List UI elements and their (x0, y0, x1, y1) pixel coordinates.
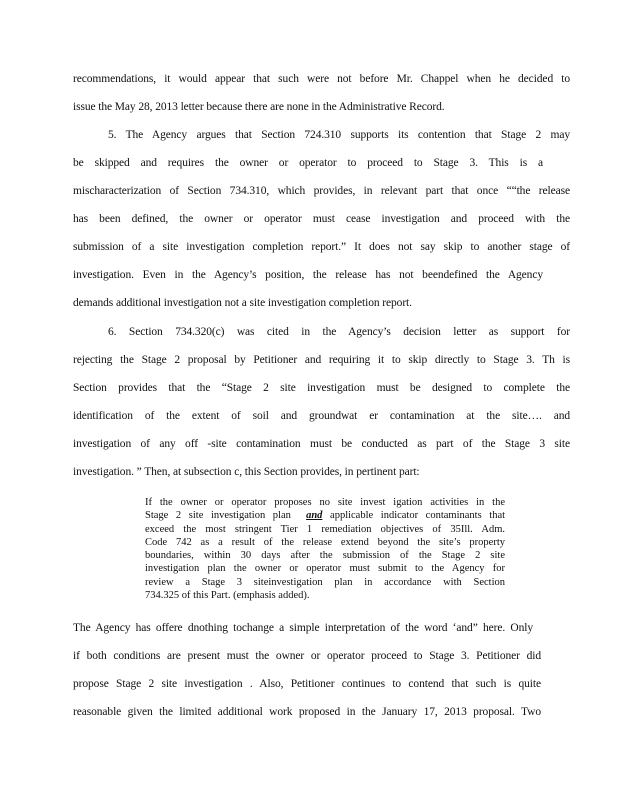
body-line: mischaracterization of Section 734.310, which provides, in relevant part that once ““the release (73, 185, 570, 197)
body-line: investigation. Even in the Agency’s position, the release has not beendefined the Agency (73, 269, 543, 281)
quote-line: 734.325 of this Part. (emphasis added). (145, 590, 310, 602)
body-line: issue the May 28, 2013 letter because there are none in the Administrative Record. (73, 101, 445, 113)
quote-line: review a Stage 3 siteinvestigation plan in accordance with Section (145, 576, 505, 588)
body-line: investigation. ” Then, at subsection c, this Section provides, in pertinent part: (73, 466, 420, 478)
body-line: The Agency has offere dnothing tochange a simple interpretation of the word ‘and” here. Only (73, 622, 533, 634)
quote-line: investigation plan the owner or operator must submit to the Agency for (145, 563, 505, 575)
body-line: reasonable given the limited additional work proposed in the January 17, 2013 proposal. Two (73, 706, 541, 718)
body-line: recommendations, it would appear that such were not before Mr. Chappel when he decided to (73, 73, 570, 85)
emphasized-and: and (306, 510, 323, 522)
body-line: submission of a site investigation completion report.” It does not say skip to another stage of (73, 241, 570, 253)
body-line: investigation of any off -site contamination must be conducted as part of the Stage 3 site (73, 438, 570, 450)
body-line: be skipped and requires the owner or operator to proceed to Stage 3. This is a (73, 157, 543, 169)
body-line: has been defined, the owner or operator must cease investigation and proceed with the (73, 213, 570, 225)
quote-line: If the owner or operator proposes no site invest igation activities in the (145, 497, 505, 508)
quote-line-start: Stage 2 site investigation plan (145, 510, 291, 522)
block-quote (145, 496, 505, 602)
body-line: rejecting the Stage 2 proposal by Petitioner and requiring it to skip directly to Stage 3. Th is (73, 354, 570, 366)
quote-line: boundaries, within 30 days after the submission of the Stage 2 site (145, 550, 505, 562)
paragraph-5-start: 5. The Agency argues that Section 724.310 supports its contention that Stage 2 may (108, 129, 570, 141)
body-line: demands additional investigation not a site investigation completion report. (73, 297, 412, 309)
paragraph-6-start: 6. Section 734.320(c) was cited in the Agency’s decision letter as support for (108, 326, 570, 338)
quote-line-tail: applicable indicator contaminants that (330, 510, 506, 522)
body-line: Section provides that the “Stage 2 site investigation must be designed to complete the (73, 382, 570, 394)
quote-line: Code 742 as a result of the release extend beyond the site’s property (145, 536, 505, 548)
body-line: propose Stage 2 site investigation . Also, Petitioner continues to contend that such is quite (73, 678, 541, 690)
quote-line (145, 509, 505, 522)
quote-line: exceed the most stringent Tier 1 remediation objectives of 35Ill. Adm. (145, 523, 505, 535)
body-line: if both conditions are present must the owner or operator proceed to Stage 3. Petitioner did (73, 650, 541, 662)
body-line: identification of the extent of soil and groundwat er contamination at the site…. and (73, 410, 570, 422)
